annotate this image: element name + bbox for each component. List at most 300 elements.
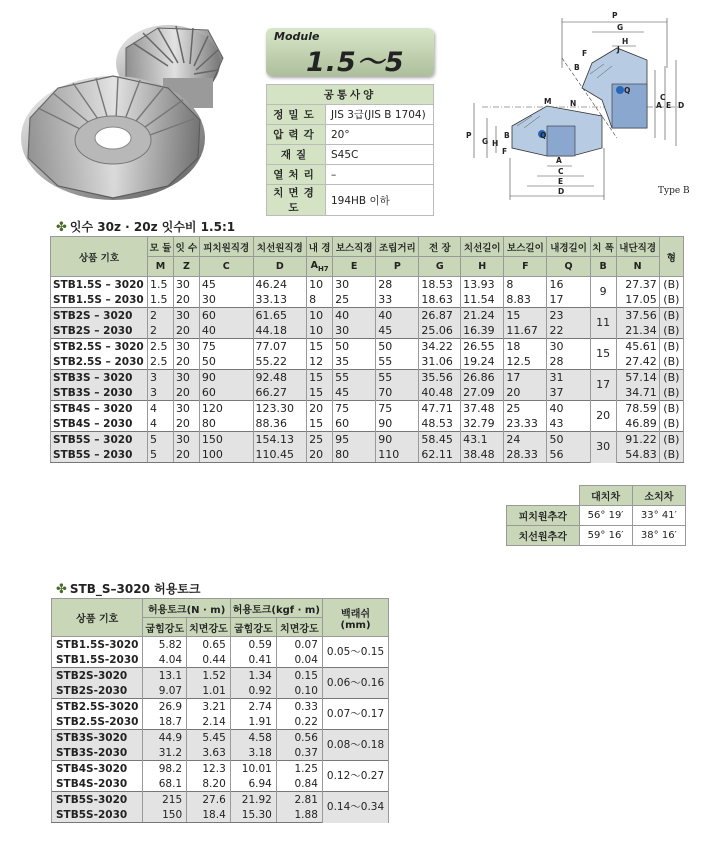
torque-value: 1.91 — [230, 714, 276, 730]
product-code: STB4S-3020 — [52, 761, 143, 777]
cell-z: 30 — [173, 401, 199, 417]
torque-value: 8.20 — [187, 776, 231, 792]
cell-g: 31.06 — [419, 354, 461, 370]
cell-z: 30 — [173, 339, 199, 355]
cell-g: 47.71 — [419, 401, 461, 417]
cone-angle-table — [506, 485, 686, 546]
product-code: STB1.5S-2030 — [52, 652, 143, 668]
clover-icon: ✤ — [56, 220, 67, 235]
svg-text:N: N — [570, 99, 577, 108]
cell-z: 30 — [173, 277, 199, 293]
cell-c: 150 — [199, 432, 253, 448]
cell-type: (B) — [659, 447, 683, 463]
column-subheader: E — [333, 257, 376, 277]
torque-value: 1.01 — [187, 683, 231, 699]
table-row — [51, 432, 684, 448]
module-range: 1.5～5 — [306, 47, 405, 78]
cell-p: 55 — [376, 354, 419, 370]
cell-a: 15 — [307, 339, 333, 355]
column-subheader: $A_{H7}$ — [307, 257, 333, 277]
torque-value: 6.94 — [230, 776, 276, 792]
cell-p: 90 — [376, 432, 419, 448]
cell-type: (B) — [659, 385, 683, 401]
cell-face-width: 30 — [590, 432, 616, 463]
cell-c: 90 — [199, 370, 253, 386]
product-code: STB2.5S – 2030 — [51, 354, 148, 370]
spec-key: 열처리 — [267, 165, 326, 185]
product-code: STB2S-2030 — [52, 683, 143, 699]
cell-h: 32.79 — [461, 416, 504, 432]
cell-d: 44.18 — [253, 323, 307, 339]
torque-value: 3.63 — [187, 745, 231, 761]
cell-m: 1.5 — [148, 292, 174, 308]
cell-n: 78.59 — [616, 401, 659, 417]
cell-type: (B) — [659, 401, 683, 417]
column-subheader: Z — [173, 257, 199, 277]
column-subheader: M — [148, 257, 174, 277]
torque-value: 0.15 — [276, 668, 322, 684]
cell-g: 26.87 — [419, 308, 461, 324]
cell-e: 75 — [333, 401, 376, 417]
cell-e: 25 — [333, 292, 376, 308]
table-row — [51, 292, 684, 308]
column-subheader: F — [504, 257, 547, 277]
cell-c: 120 — [199, 401, 253, 417]
torque-value: 4.58 — [230, 730, 276, 746]
torque-value: 5.45 — [187, 730, 231, 746]
torque-value: 44.9 — [143, 730, 187, 746]
column-header: 조립거리 — [376, 237, 419, 257]
dimensions-table — [50, 236, 684, 463]
svg-text:H: H — [492, 139, 499, 148]
cell-q: 31 — [547, 370, 590, 386]
cell-a: 20 — [307, 447, 333, 463]
cell-n: 91.22 — [616, 432, 659, 448]
backlash-value: 0.08～0.18 — [322, 730, 388, 761]
cell-type: (B) — [659, 339, 683, 355]
cell-e: 30 — [333, 277, 376, 293]
table-row — [51, 323, 684, 339]
table-row — [52, 637, 389, 653]
clover-icon: ✤ — [56, 582, 67, 597]
column-header: 내 경 — [307, 237, 333, 257]
cell-c: 50 — [199, 354, 253, 370]
torque-value: 1.34 — [230, 668, 276, 684]
column-header: 치 폭 — [590, 237, 616, 257]
torque-value: 0.33 — [276, 699, 322, 715]
cell-d: 66.27 — [253, 385, 307, 401]
torque-table — [51, 598, 389, 823]
cell-p: 70 — [376, 385, 419, 401]
cell-d: 154.13 — [253, 432, 307, 448]
cell-q: 50 — [547, 432, 590, 448]
column-header: 허용토크(kgf · m) — [230, 599, 322, 618]
cell-p: 75 — [376, 401, 419, 417]
product-code: STB4S – 2030 — [51, 416, 148, 432]
cell-a: 15 — [307, 416, 333, 432]
cell-e: 40 — [333, 308, 376, 324]
svg-text:G: G — [617, 23, 624, 32]
product-code: STB3S-3020 — [52, 730, 143, 746]
column-header: 백래쉬 (mm) — [322, 599, 388, 637]
cell-a: 20 — [307, 401, 333, 417]
torque-value: 0.59 — [230, 637, 276, 653]
cell-z: 20 — [173, 385, 199, 401]
cell-m: 4 — [148, 416, 174, 432]
module-badge — [266, 28, 434, 76]
torque-value: 15.30 — [230, 807, 276, 823]
product-code: STB5S – 3020 — [51, 432, 148, 448]
product-code: STB1.5S – 3020 — [51, 277, 148, 293]
svg-text:G: G — [482, 137, 489, 146]
table-row — [52, 761, 389, 777]
cell-h: 16.39 — [461, 323, 504, 339]
torque-value: 26.9 — [143, 699, 187, 715]
torque-value: 0.56 — [276, 730, 322, 746]
cell-q: 22 — [547, 323, 590, 339]
svg-text:F: F — [582, 49, 588, 58]
cell-m: 5 — [148, 432, 174, 448]
cell-a: 8 — [307, 292, 333, 308]
cell-g: 35.56 — [419, 370, 461, 386]
cell-d: 123.30 — [253, 401, 307, 417]
spec-key: 압력각 — [267, 125, 326, 145]
column-header: 상품 기호 — [52, 599, 143, 637]
cell-g: 34.22 — [419, 339, 461, 355]
torque-value: 18.7 — [143, 714, 187, 730]
bevel-gear-photo — [18, 8, 233, 208]
column-subheader: G — [419, 257, 461, 277]
cell-z: 20 — [173, 323, 199, 339]
column-header: 상품 기호 — [51, 237, 148, 277]
torque-value: 0.07 — [276, 637, 322, 653]
cell-g: 25.06 — [419, 323, 461, 339]
cell-m: 2.5 — [148, 339, 174, 355]
cell-m: 5 — [148, 447, 174, 463]
torque-value: 0.41 — [230, 652, 276, 668]
cell-z: 20 — [173, 354, 199, 370]
svg-text:A: A — [556, 156, 562, 165]
svg-text:P: P — [466, 131, 472, 140]
torque-value: 21.92 — [230, 792, 276, 808]
column-header: 피치원직경 — [199, 237, 253, 257]
cell-e: 80 — [333, 447, 376, 463]
cell-n: 46.89 — [616, 416, 659, 432]
cell-p: 90 — [376, 416, 419, 432]
torque-value: 13.1 — [143, 668, 187, 684]
cell-p: 55 — [376, 370, 419, 386]
cell-f: 11.67 — [504, 323, 547, 339]
cell-q: 37 — [547, 385, 590, 401]
svg-text:E: E — [558, 177, 564, 186]
product-code: STB2S – 3020 — [51, 308, 148, 324]
cell-h: 26.55 — [461, 339, 504, 355]
torque-value: 3.21 — [187, 699, 231, 715]
table-row — [51, 416, 684, 432]
cell-n: 45.61 — [616, 339, 659, 355]
cell-f: 17 — [504, 370, 547, 386]
cell-type: (B) — [659, 292, 683, 308]
torque-value: 1.88 — [276, 807, 322, 823]
column-header: 내단직경 — [616, 237, 659, 257]
cell-e: 45 — [333, 385, 376, 401]
cell-a: 25 — [307, 432, 333, 448]
product-code: STB1.5S – 2030 — [51, 292, 148, 308]
table-row — [51, 447, 684, 463]
cell-m: 3 — [148, 385, 174, 401]
column-subheader: H — [461, 257, 504, 277]
torque-value: 27.6 — [187, 792, 231, 808]
column-subheader: B — [590, 257, 616, 277]
svg-text:C: C — [558, 167, 564, 176]
cell-h: 19.24 — [461, 354, 504, 370]
cell-g: 40.48 — [419, 385, 461, 401]
cell-f: 18 — [504, 339, 547, 355]
torque-value: 2.74 — [230, 699, 276, 715]
cell-p: 40 — [376, 308, 419, 324]
backlash-value: 0.14～0.34 — [322, 792, 388, 823]
backlash-value: 0.06～0.16 — [322, 668, 388, 699]
angle-value: 33° 41′ — [632, 506, 685, 526]
product-code: STB2S – 2030 — [51, 323, 148, 339]
cell-p: 45 — [376, 323, 419, 339]
column-header: 내경길이 — [547, 237, 590, 257]
cell-a: 10 — [307, 308, 333, 324]
cell-e: 55 — [333, 370, 376, 386]
cell-n: 17.05 — [616, 292, 659, 308]
column-subheader: 굽힘강도 — [230, 618, 276, 637]
cell-n: 21.34 — [616, 323, 659, 339]
cell-d: 55.22 — [253, 354, 307, 370]
torque-value: 12.3 — [187, 761, 231, 777]
cell-q: 56 — [547, 447, 590, 463]
cell-q: 28 — [547, 354, 590, 370]
cell-d: 88.36 — [253, 416, 307, 432]
spec-value: S45C — [326, 145, 434, 165]
cell-c: 80 — [199, 416, 253, 432]
spec-header: 공통사양 — [267, 85, 434, 105]
product-code: STB5S-2030 — [52, 807, 143, 823]
cell-h: 38.48 — [461, 447, 504, 463]
column-header: 형 — [659, 237, 683, 277]
torque-value: 18.4 — [187, 807, 231, 823]
torque-value: 0.92 — [230, 683, 276, 699]
torque-value: 31.2 — [143, 745, 187, 761]
torque-value: 215 — [143, 792, 187, 808]
cell-type: (B) — [659, 323, 683, 339]
cell-d: 33.13 — [253, 292, 307, 308]
spec-value: JIS 3급(JIS B 1704) — [326, 105, 434, 125]
cell-type: (B) — [659, 416, 683, 432]
product-code: STB2.5S – 3020 — [51, 339, 148, 355]
cell-m: 2 — [148, 323, 174, 339]
torque-value: 1.52 — [187, 668, 231, 684]
cell-f: 28.33 — [504, 447, 547, 463]
torque-value: 0.10 — [276, 683, 322, 699]
product-code: STB3S-2030 — [52, 745, 143, 761]
angle-row-label: 피치원추각 — [507, 506, 580, 526]
cell-p: 110 — [376, 447, 419, 463]
torque-value: 0.65 — [187, 637, 231, 653]
cell-q: 40 — [547, 401, 590, 417]
cell-face-width: 20 — [590, 401, 616, 432]
cell-d: 46.24 — [253, 277, 307, 293]
column-subheader: D — [253, 257, 307, 277]
cell-face-width: 9 — [590, 277, 616, 308]
cell-p: 33 — [376, 292, 419, 308]
spec-key: 재질 — [267, 145, 326, 165]
svg-text:Q: Q — [624, 86, 631, 95]
cell-m: 2.5 — [148, 354, 174, 370]
cell-n: 57.14 — [616, 370, 659, 386]
svg-text:J: J — [617, 45, 620, 54]
torque-value: 9.07 — [143, 683, 187, 699]
svg-text:E: E — [666, 101, 672, 110]
svg-text:D: D — [558, 187, 565, 196]
column-header: 치선원직경 — [253, 237, 307, 257]
cell-f: 25 — [504, 401, 547, 417]
cell-n: 37.56 — [616, 308, 659, 324]
column-subheader: Q — [547, 257, 590, 277]
section-title-torque: ✤ STB_S–3020 허용토크 — [56, 582, 201, 597]
product-code: STB5S – 2030 — [51, 447, 148, 463]
table-row — [51, 339, 684, 355]
cell-n: 27.37 — [616, 277, 659, 293]
angle-row-label: 치선원추각 — [507, 526, 580, 546]
svg-text:B: B — [574, 63, 580, 72]
cell-d: 61.65 — [253, 308, 307, 324]
angle-header-small: 소치차 — [632, 486, 685, 506]
cell-m: 4 — [148, 401, 174, 417]
torque-value: 2.81 — [276, 792, 322, 808]
cell-g: 62.11 — [419, 447, 461, 463]
cell-type: (B) — [659, 432, 683, 448]
cell-face-width: 11 — [590, 308, 616, 339]
cell-z: 20 — [173, 292, 199, 308]
product-code: STB2.5S-3020 — [52, 699, 143, 715]
column-subheader: P — [376, 257, 419, 277]
backlash-value: 0.12～0.27 — [322, 761, 388, 792]
column-subheader: 치면강도 — [276, 618, 322, 637]
cell-z: 20 — [173, 447, 199, 463]
cell-f: 20 — [504, 385, 547, 401]
cell-c: 75 — [199, 339, 253, 355]
cell-n: 27.42 — [616, 354, 659, 370]
torque-value: 0.37 — [276, 745, 322, 761]
column-header: 보스직경 — [333, 237, 376, 257]
cell-h: 13.93 — [461, 277, 504, 293]
common-spec-table — [266, 84, 434, 216]
svg-text:B: B — [504, 131, 510, 140]
backlash-value: 0.05～0.15 — [322, 637, 388, 668]
table-row — [51, 308, 684, 324]
angle-header-large: 대치차 — [579, 486, 632, 506]
cell-a: 10 — [307, 323, 333, 339]
table-row — [51, 354, 684, 370]
torque-value: 0.04 — [276, 652, 322, 668]
cell-c: 30 — [199, 292, 253, 308]
torque-value: 98.2 — [143, 761, 187, 777]
spec-value: 20° — [326, 125, 434, 145]
cell-m: 3 — [148, 370, 174, 386]
cell-c: 60 — [199, 308, 253, 324]
svg-text:P: P — [612, 11, 618, 20]
torque-value: 3.18 — [230, 745, 276, 761]
torque-value: 68.1 — [143, 776, 187, 792]
cell-type: (B) — [659, 370, 683, 386]
svg-text:F: F — [502, 147, 508, 156]
torque-value: 0.44 — [187, 652, 231, 668]
torque-value: 150 — [143, 807, 187, 823]
cell-q: 30 — [547, 339, 590, 355]
cell-c: 45 — [199, 277, 253, 293]
spec-key: 치면경도 — [267, 185, 326, 216]
svg-text:M: M — [544, 97, 552, 106]
product-code: STB5S-3020 — [52, 792, 143, 808]
cell-h: 21.24 — [461, 308, 504, 324]
dimension-diagram — [452, 8, 702, 208]
column-header: 잇 수 — [173, 237, 199, 257]
cell-e: 30 — [333, 323, 376, 339]
product-code: STB4S – 3020 — [51, 401, 148, 417]
cell-g: 18.53 — [419, 277, 461, 293]
cell-a: 10 — [307, 277, 333, 293]
cell-q: 16 — [547, 277, 590, 293]
cell-d: 77.07 — [253, 339, 307, 355]
cell-d: 92.48 — [253, 370, 307, 386]
column-subheader: N — [616, 257, 659, 277]
type-b-label: Type B — [658, 186, 690, 196]
cell-face-width: 17 — [590, 370, 616, 401]
cell-z: 30 — [173, 432, 199, 448]
cell-c: 40 — [199, 323, 253, 339]
column-header: 전 장 — [419, 237, 461, 257]
table-row — [51, 385, 684, 401]
svg-text:C: C — [660, 93, 666, 102]
cell-q: 17 — [547, 292, 590, 308]
cell-h: 37.48 — [461, 401, 504, 417]
product-code: STB3S – 2030 — [51, 385, 148, 401]
angle-value: 56° 19′ — [579, 506, 632, 526]
cell-z: 30 — [173, 370, 199, 386]
torque-value: 2.14 — [187, 714, 231, 730]
cell-h: 26.86 — [461, 370, 504, 386]
module-label: Module — [274, 30, 320, 43]
cell-g: 18.63 — [419, 292, 461, 308]
column-header: 치선길이 — [461, 237, 504, 257]
cell-a: 15 — [307, 370, 333, 386]
cell-e: 95 — [333, 432, 376, 448]
cell-face-width: 15 — [590, 339, 616, 370]
column-header: 허용토크(N · m) — [143, 599, 230, 618]
product-code: STB2.5S-2030 — [52, 714, 143, 730]
cell-f: 24 — [504, 432, 547, 448]
cell-n: 54.83 — [616, 447, 659, 463]
cell-e: 60 — [333, 416, 376, 432]
torque-value: 5.82 — [143, 637, 187, 653]
spec-key: 정밀도 — [267, 105, 326, 125]
table-row — [51, 370, 684, 386]
spec-value: 194HB 이하 — [326, 185, 434, 216]
angle-value: 59° 16′ — [579, 526, 632, 546]
cell-z: 20 — [173, 416, 199, 432]
angle-value: 38° 16′ — [632, 526, 685, 546]
cell-q: 43 — [547, 416, 590, 432]
cell-type: (B) — [659, 354, 683, 370]
cell-z: 30 — [173, 308, 199, 324]
cell-e: 50 — [333, 339, 376, 355]
svg-text:H: H — [622, 37, 629, 46]
